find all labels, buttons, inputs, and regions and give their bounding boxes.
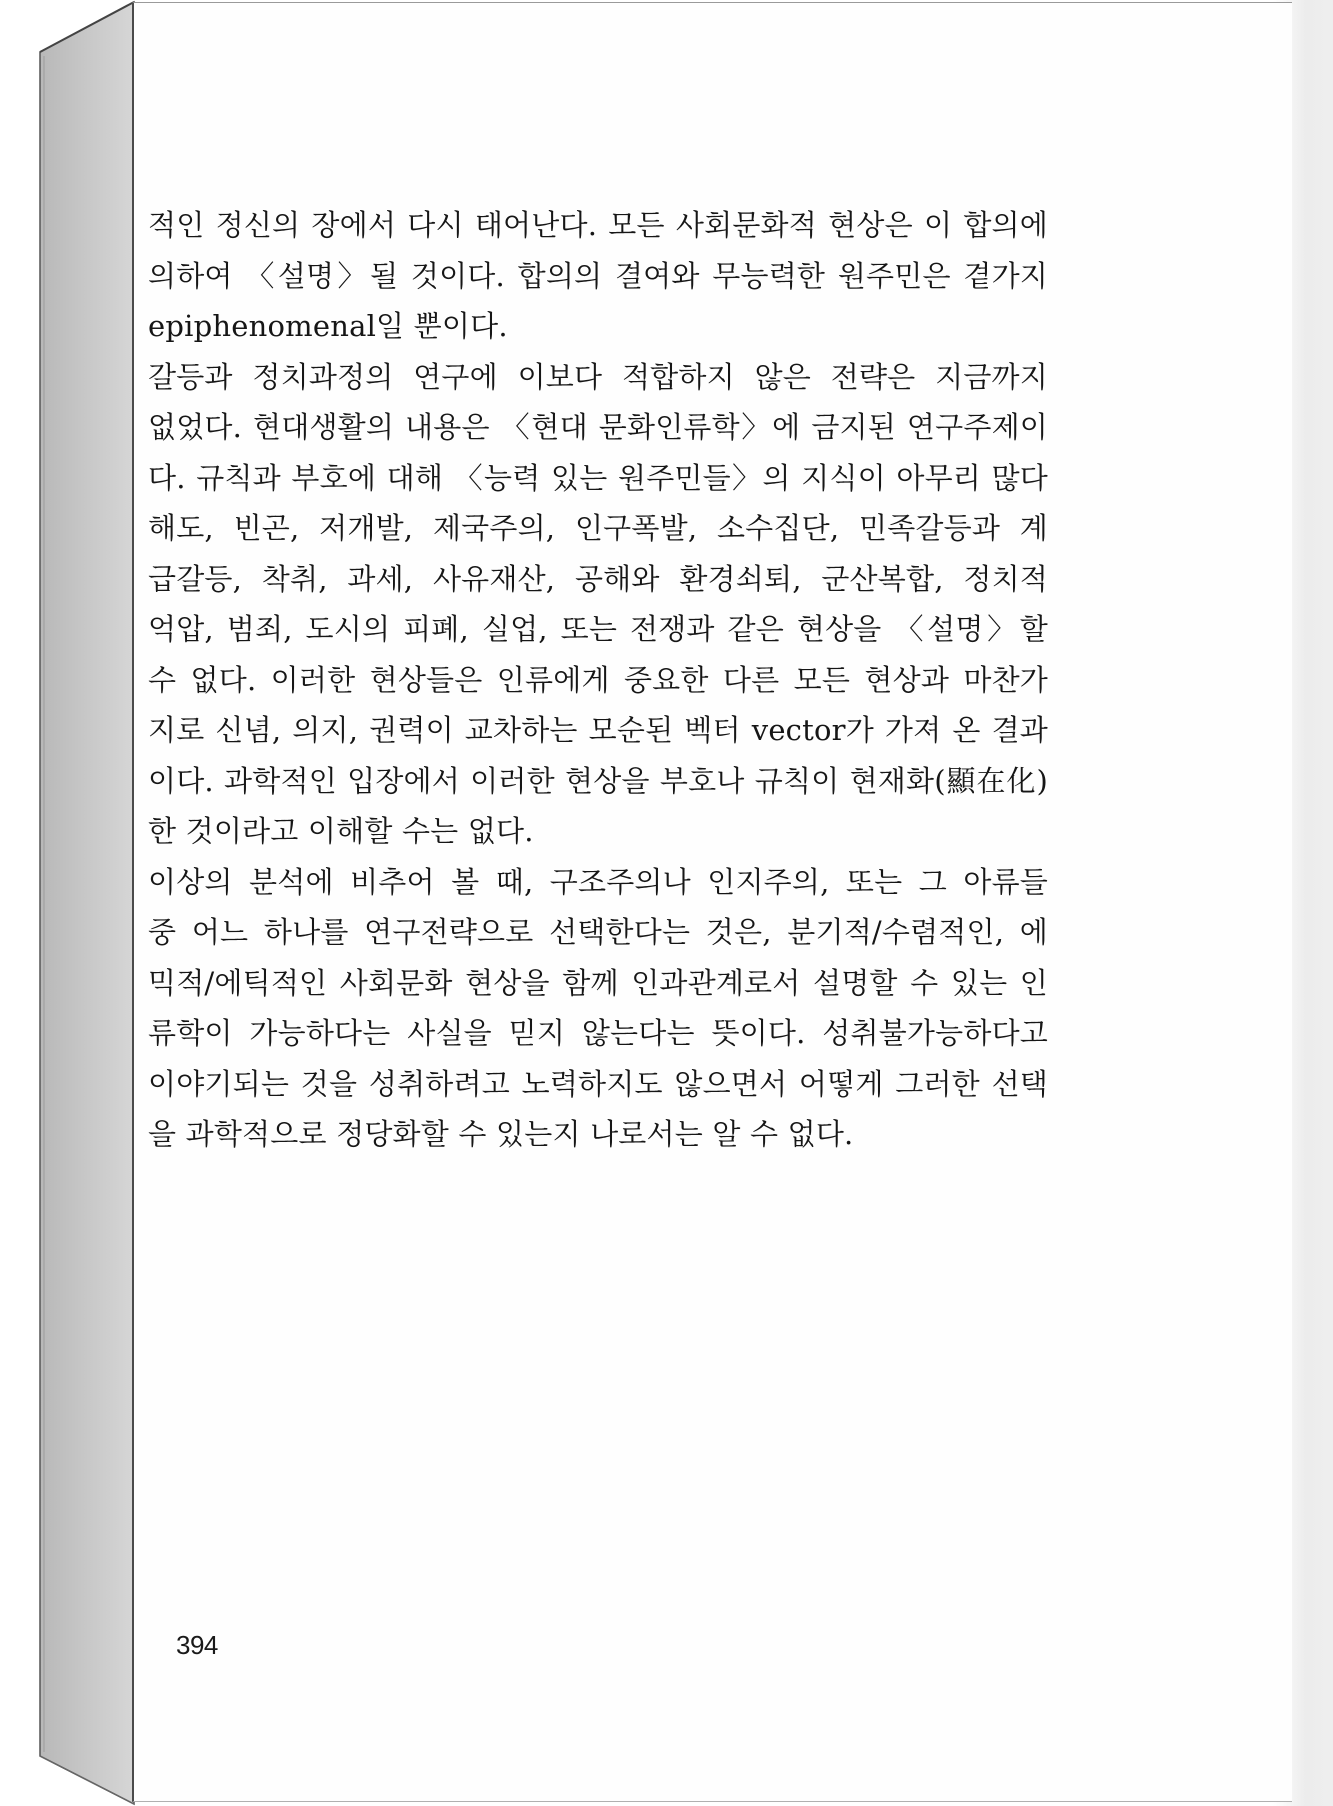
text-line: 을 과학적으로 정당화할 수 있는지 나로서는 알 수 없다.	[148, 1117, 854, 1151]
text-line: 억압, 범죄, 도시의 피폐, 실업, 또는 전쟁과 같은 현상을 〈설명〉할	[148, 612, 1048, 646]
text-line: 중 어느 하나를 연구전략으로 선택한다는 것은, 분기적/수렴적인, 에	[148, 915, 1048, 949]
page-number: 394	[176, 1630, 218, 1660]
text-line: epiphenomenal일 뿐이다.	[148, 309, 508, 343]
text-line: 이야기되는 것을 성취하려고 노력하지도 않으면서 어떻게 그러한 선택	[148, 1066, 1048, 1101]
text-line: 한 것이라고 이해할 수는 없다.	[148, 814, 534, 848]
body-text	[148, 200, 1048, 1160]
text-line: 지로 신념, 의지, 권력이 교차하는 모순된 벡터 vector가 가져 온 결과	[148, 713, 1048, 747]
text-line: 이상의 분석에 비추어 볼 때, 구조주의나 인지주의, 또는 그 아류들	[148, 864, 1048, 899]
text-line: 다. 규칙과 부호에 대해 〈능력 있는 원주민들〉의 지식이 아무리 많다	[148, 460, 1048, 495]
text-line: 믹적/에틱적인 사회문화 현상을 함께 인과관계로서 설명할 수 있는 인	[148, 965, 1048, 1000]
text-line: 없었다. 현대생활의 내용은 〈현대 문화인류학〉에 금지된 연구주제이	[148, 410, 1048, 444]
text-line: 갈등과 정치과정의 연구에 이보다 적합하지 않은 전략은 지금까지	[148, 359, 1048, 394]
text-line: 급갈등, 착취, 과세, 사유재산, 공해와 환경쇠퇴, 군산복합, 정치적	[148, 561, 1048, 596]
book-spine	[0, 0, 140, 1806]
text-line: 해도, 빈곤, 저개발, 제국주의, 인구폭발, 소수집단, 민족갈등과 계	[148, 511, 1048, 545]
text-line: 이다. 과학적인 입장에서 이러한 현상을 부호나 규칙이 현재화(顯在化)	[148, 763, 1048, 798]
text-line: 적인 정신의 장에서 다시 태어난다. 모든 사회문화적 현상은 이 합의에	[148, 208, 1048, 242]
text-line: 의하여 〈설명〉될 것이다. 합의의 결여와 무능력한 원주민은 곁가지	[148, 258, 1048, 293]
text-line: 수 없다. 이러한 현상들은 인류에게 중요한 다른 모든 현상과 마찬가	[148, 662, 1048, 697]
text-line: 류학이 가능하다는 사실을 믿지 않는다는 뜻이다. 성취불가능하다고	[148, 1016, 1048, 1050]
